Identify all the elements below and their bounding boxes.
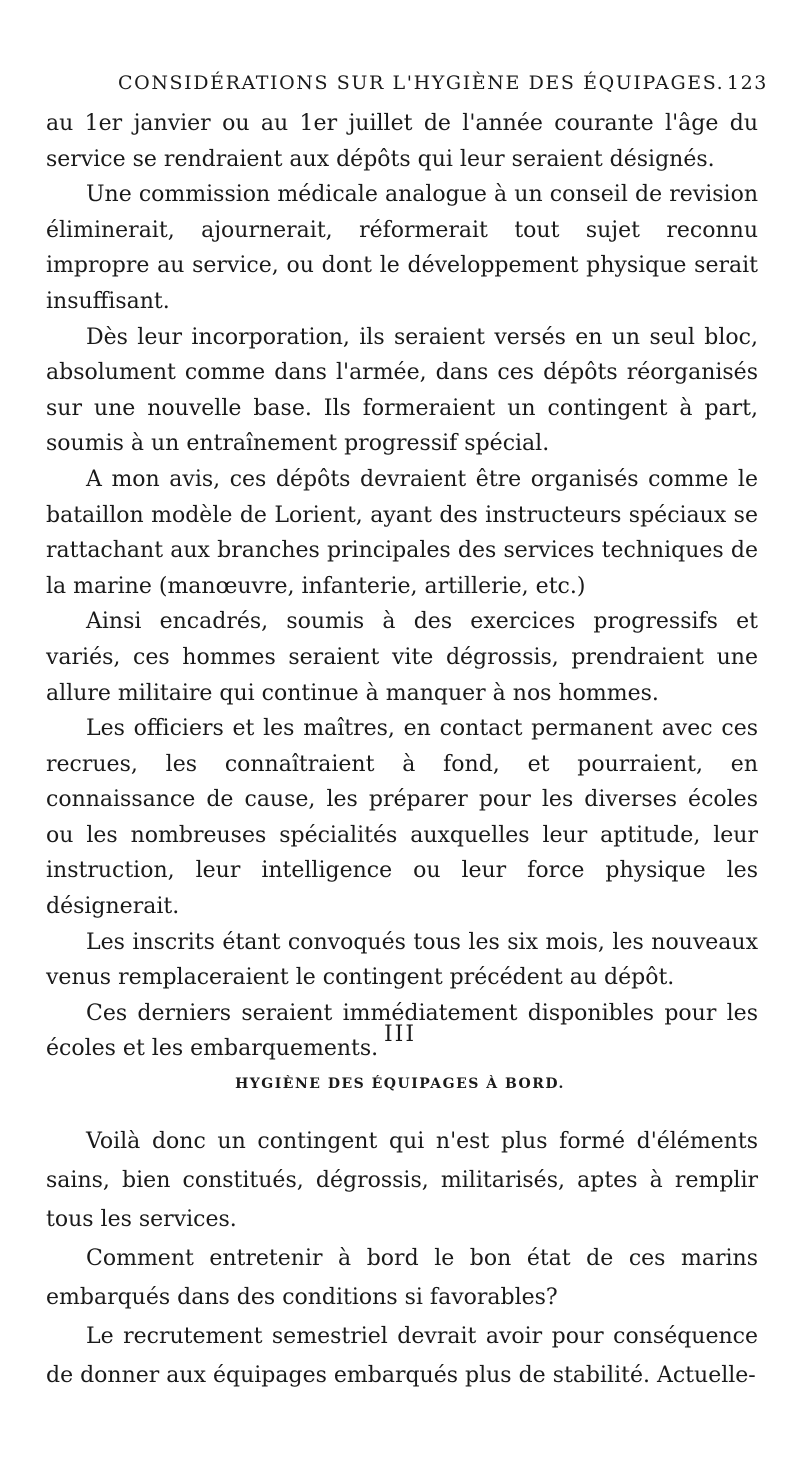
paragraph: Voilà donc un contingent qui n'est plus formé d'éléments sains, bien constitués, dégrossis, militarisés, aptes à remplir tous les services. (46, 1129, 758, 1232)
paragraph: A mon avis, ces dépôts devraient être organisés comme le bataillon modèle de Lorient, ayant des instructeurs spéciaux se rattachant aux branches principales des services techniques de la marine (manœuvre, infanterie, artillerie, etc.) (46, 466, 758, 599)
paragraph: Le recrutement semestriel devrait avoir pour conséquence de donner aux équipages embarqués plus de stabilité. Actuelle- (46, 1324, 758, 1388)
section-title: HYGIÈNE DES ÉQUIPAGES À BORD. (235, 1076, 565, 1092)
paragraph: Ces derniers seraient immédiatement disponibles pour les écoles et les embarquements. (46, 1000, 758, 1062)
paragraph: Comment entretenir à bord le bon état de ces marins embarqués dans des conditions si favorables? (46, 1246, 758, 1310)
paragraph: Dès leur incorporation, ils seraient versés en un seul bloc, absolument comme dans l'armée, dans ces dépôts réorganisés sur une nouvelle base. Ils formeraient un contingent à part, soumis à un entraînement progressif spécial. (46, 324, 758, 457)
page-number: 123 (726, 72, 768, 94)
section-number: III (383, 1022, 417, 1047)
paragraph: Ainsi encadrés, soumis à des exercices progressifs et variés, ces hommes seraient vite dégrossis, prendraient une allure militaire qui continue à manquer à nos hommes. (46, 609, 758, 706)
paragraph: Les inscrits étant convoqués tous les six mois, les nouveaux venus remplaceraient le contingent précédent au dépôt. (46, 929, 758, 991)
paragraph: au 1er janvier ou au 1er juillet de l'année courante l'âge du service se rendraient aux dépôts qui leur seraient désignés. (46, 111, 758, 172)
running-title: CONSIDÉRATIONS SUR L'HYGIÈNE DES ÉQUIPAGES. (118, 72, 725, 94)
body-text (46, 106, 758, 1067)
paragraph: Une commission médicale analogue à un conseil de revision éliminerait, ajournerait, réformerait tout sujet reconnu impropre au service, ou dont le développement physique serait insuffisant. (46, 182, 758, 314)
paragraph: Les officiers et les maîtres, en contact permanent avec ces recrues, les connaîtraient à fond, et pourraient, en connaissance de cause, les préparer pour les diverses écoles ou les nombreuses spécialités auxquelles leur aptitude, leur instruction, leur intelligence ou leur force physique les désignerait. (46, 716, 758, 920)
section-body-text (46, 1122, 758, 1395)
